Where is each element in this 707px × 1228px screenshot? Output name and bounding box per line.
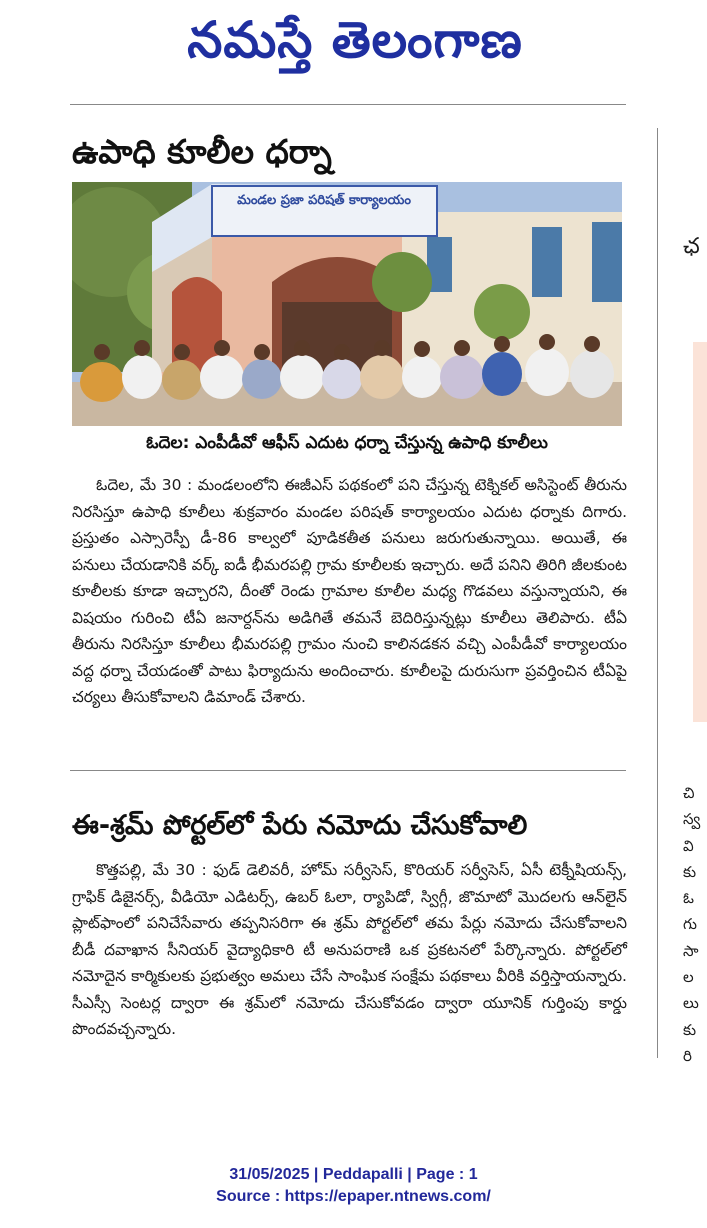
news-photo-illustration xyxy=(72,182,622,426)
column-divider xyxy=(657,128,658,1058)
article2-body: కొత్తపల్లి, మే 30 : ఫుడ్ డెలివరీ, హోమ్ సర్వీసెస్, కొరియర్ సర్వీసెస్, ఏసీ టెక్నీషియన్స్, గ్రాఫిక్ డిజైనర్స్, వీడియో ఎడిటర్స్, ఉబర్ ఓలా, ర్యాపిడో, స్విగ్గీ, జొమాటో మొదలగు ఆన్‌లైన్ ప్లాట్‌ఫాంలో పనిచేసేవారు తప్పనిసరిగా ఈ శ్రమ్ పోర్టల్‌లో తమ పేర్లు నమోదు చేసుకోవాలని బీడీ దవాఖాన సీనియర్ వైద్యాధికారి టీ అనుపరాణి ఒక ప్రకటనలో పేర్కొన్నారు. పోర్టల్‌లో నమోదైన కార్మికులకు ప్రభుత్వం అమలు చేసే సాంఘిక సంక్షేమ పథకాలు వీరికి వర్తిస్తాయన్నారు. సీఎస్సీ సెంటర్ల ద్వారా ఈ శ్రమ్‌లో నమోదు చేసుకోవడం ద్వారా యూనిక్ గుర్తింపు కార్డు పొందవచ్చన్నారు. xyxy=(72,861,627,1038)
next-column-line: ల xyxy=(683,968,694,987)
top-rule xyxy=(70,104,626,105)
footer-date-edition: 31/05/2025 | Peddapalli | Page : 1 xyxy=(229,1166,478,1183)
photo-sign-text: మండల ప్రజా పరిషత్ కార్యాలయం xyxy=(237,193,411,208)
photo-caption: ఓదెల: ఎంపీడీవో ఆఫీస్ ఎదుట ధర్నా చేస్తున్న ఉపాధి కూలీలు xyxy=(146,433,548,453)
next-column-line: వి xyxy=(683,836,694,855)
next-column-top-char: ఛ xyxy=(683,234,700,259)
article2-headline: ఈ-శ్రమ్ పోర్టల్‌లో పేరు నమోదు చేసుకోవాలి xyxy=(72,810,528,841)
next-column-line: స్వ xyxy=(683,810,701,829)
article1-body: ఓదెల, మే 30 : మండలంలోని ఈజీఎస్ పథకంలో పని చేస్తున్న టెక్నికల్ అసిస్టెంట్ తీరును నిరసిస్తూ ఉపాధి కూలీలు శుక్రవారం మండల పరిషత్ కార్యాలయం ఎదుట ధర్నాకు దిగారు. ప్రస్తుతం ఎస్సారెస్పీ డీ-86 కాల్వలో పూడికతీత పనులు జరుగుతున్నాయి. అయితే, ఈ పనులు చేయడానికి వర్క్ ఐడీ భీమరపల్లి గ్రామ కూలీలకు ఇచ్చారు. అదే పనిని తిరిగి జీలకుంట కూలీలకు కూడా ఇచ్చారని, దీంతో రెండు గ్రామాల కూలీల మధ్య గొడవలు వస్తున్నాయని, ఈ విషయం గురించి టీఏ జనార్దన్‌ను అడిగితే తమనే బెదిరిస్తున్నట్లు కూలీలు తెలిపారు. టీఏ తీరును నిరసిస్తూ కూలీలు భీమరపల్లి గ్రామం నుంచి కాలినడకన వచ్చి ఎంపీడీవో కార్యాలయం వద్ద ధర్నా చేయడంతో పాటు ఫిర్యాదును అందించారు. కూలీలపై దురుసుగా ప్రవర్తించిన టీఏపై చర్యలు తీసుకోవాలని డిమాండ్ చేశారు. xyxy=(72,476,627,706)
next-column-shaded-box xyxy=(693,342,707,722)
footer-source: Source : https://epaper.ntnews.com/ xyxy=(216,1188,491,1205)
section-rule xyxy=(70,770,626,771)
next-column-line: చి xyxy=(683,784,695,802)
next-column-line: గు xyxy=(683,915,697,934)
next-column-fragments xyxy=(683,780,707,1069)
next-column-line: కు xyxy=(683,1020,697,1039)
article1-headline: ఉపాధి కూలీల ధర్నా xyxy=(72,132,332,171)
masthead-title: నమస్తే తెలంగాణ xyxy=(187,11,523,69)
next-column-line: కు xyxy=(683,862,697,881)
news-photo xyxy=(72,182,622,426)
next-column-line: ఓ xyxy=(683,889,694,908)
next-column-line: సా xyxy=(683,941,699,960)
next-column-line: రి xyxy=(683,1046,692,1065)
next-column-line: లు xyxy=(683,994,699,1013)
